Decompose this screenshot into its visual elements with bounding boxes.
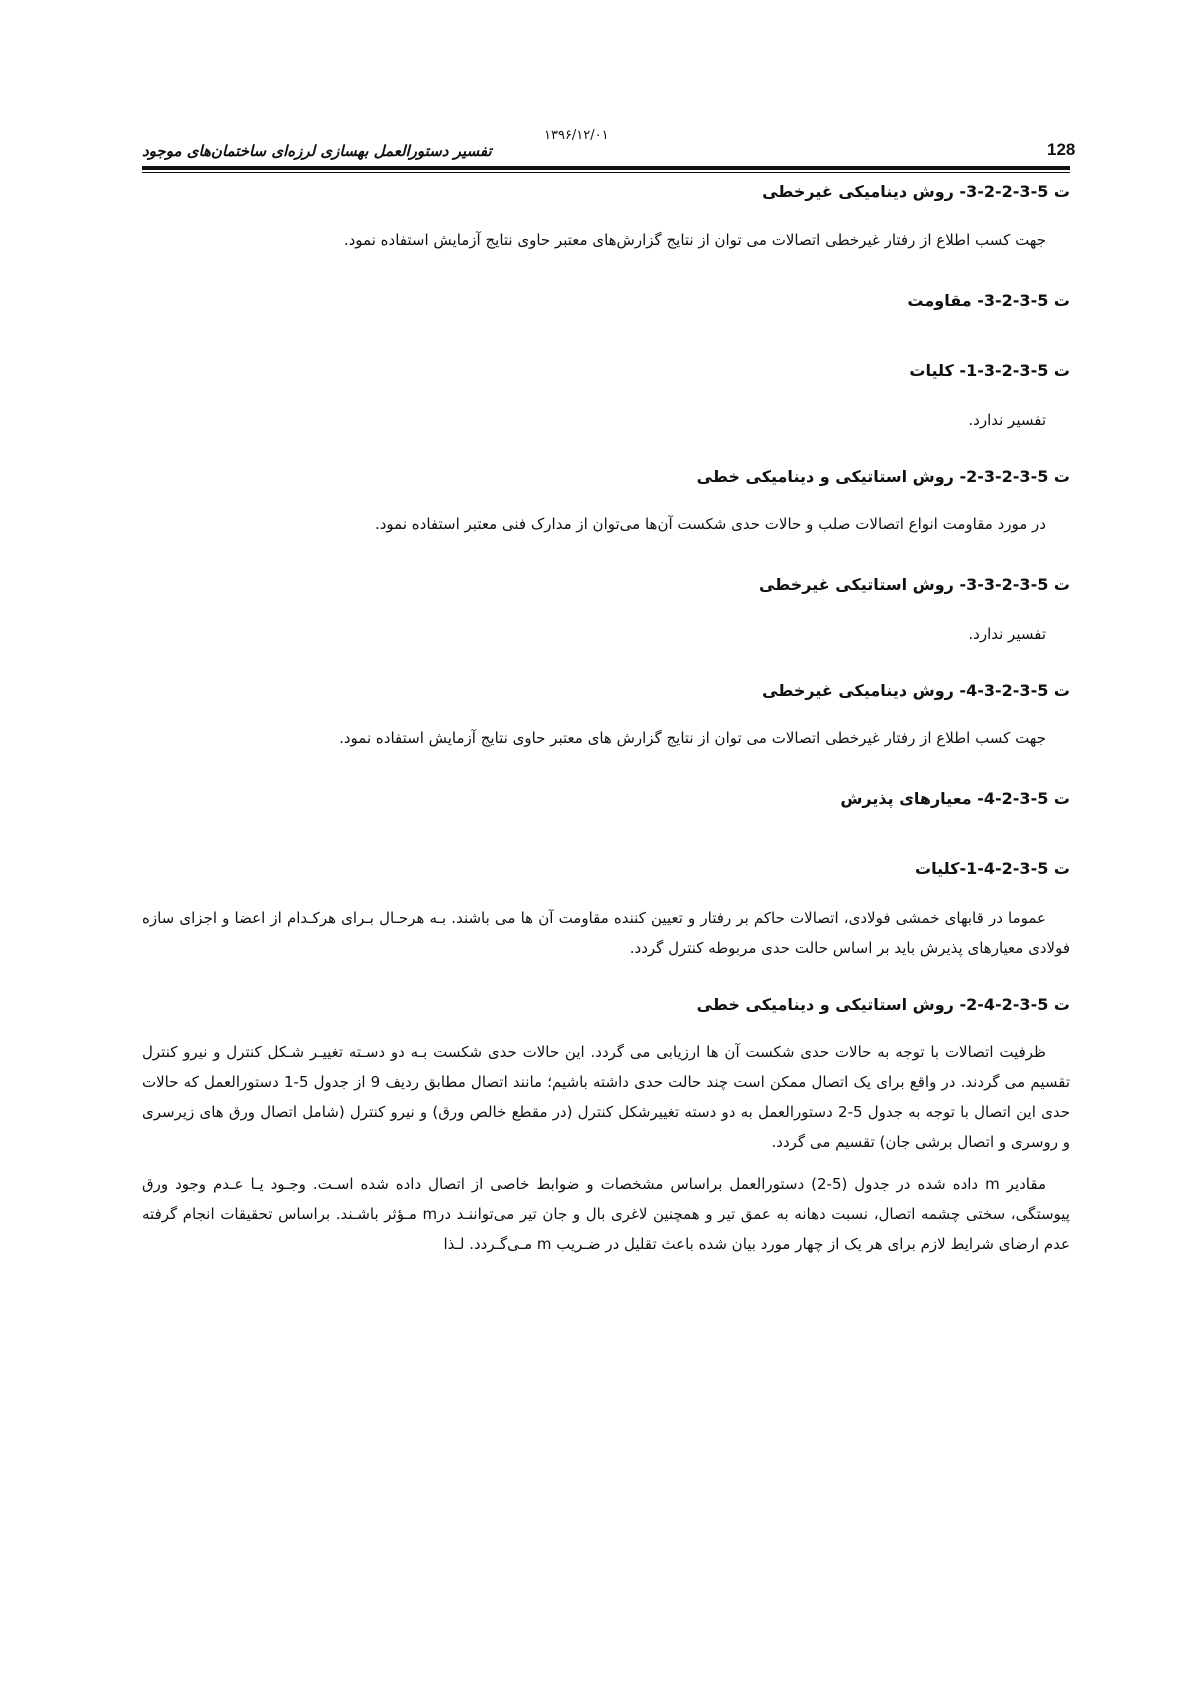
section-heading: ت 5-3-2-4- معیارهای پذیرش [840,789,1070,808]
running-title: تفسیر دستورالعمل بهسازی لرزه‌ای ساختمان‌های موجود [142,142,492,160]
header-date: ۱۳۹۶/۱۲/۰۱ [544,128,609,143]
header-rule-thin [142,172,1070,173]
page-body [142,178,1070,1259]
section-heading: ت 5-3-2-4-2- روش استاتیکی و دینامیکی خطی [696,995,1070,1014]
paragraph: تفسیر ندارد. [968,411,1046,429]
paragraph: جهت کسب اطلاع از رفتار غیرخطی اتصالات می توان از نتایج گزارش‌های معتبر حاوی نتایج آزمایش استفاده نمود. [343,231,1046,249]
section-heading: ت 5-3-2-2-3- روش دینامیکی غیرخطی [762,182,1070,201]
section-heading: ت 5-3-2-4-1-کلیات [914,859,1070,878]
header-rule [142,166,1070,170]
section-heading: ت 5-3-2-3-1- کلیات [909,361,1070,380]
paragraph: جهت کسب اطلاع از رفتار غیرخطی اتصالات می توان از نتایج گزارش های معتبر حاوی نتایج آزمایش استفاده نمود. [339,729,1046,747]
page-number: 128 [1047,140,1076,159]
paragraph: عموما در قابهای خمشی فولادی، اتصالات حاکم بر رفتار و تعیین کننده مقاومت آن ها می باشند. بـه هرحـال بـرای هرکـدام از اعضا و اجزای سازه فولادی معیارهای پذیرش باید بر اساس حالت حدی مربوطه کنترل گردد. [142,909,1070,957]
paragraph: در مورد مقاومت انواع اتصالات صلب و حالات حدی شکست آن‌ها می‌توان از مدارک فنی معتبر استفاده نمود. [374,515,1046,533]
paragraph: تفسیر ندارد. [968,625,1046,643]
section-heading: ت 5-3-2-3-4- روش دینامیکی غیرخطی [762,681,1070,700]
paragraph: ظرفیت اتصالات با توجه به حالات حدی شکست آن ها ارزیابی می گردد. این حالات حدی شکست بـه دو دسـته تغییـر شـکل کنترل و نیرو کنترل تقسیم می گردند. در واقع برای یک اتصال ممکن است چند حالت حدی داشته باشیم؛ مانند اتصال مطابق ردیف 9 از جدول 5-1 دستورالعمل که حالات حدی این اتصال با توجه به جدول 5-2 دستورالعمل به دو دسته تغییرشکل کنترل (در مقطع خالص ورق) و نیرو کنترل (شامل اتصال ورق های زیرسری و روسری و اتصال برشی جان) تقسیم می گردد. [142,1043,1070,1151]
section-heading: ت 5-3-2-3- مقاومت [907,291,1070,310]
section-heading: ت 5-3-2-3-3- روش استاتیکی غیرخطی [758,575,1070,594]
section-heading: ت 5-3-2-3-2- روش استاتیکی و دینامیکی خطی [696,467,1070,486]
paragraph: مقادیر m داده شده در جدول (5-2) دستورالعمل براساس مشخصات و ضوابط خاصی از اتصال داده شده اسـت. وجـود یـا عـدم وجود ورق پیوستگی، سختی چشمه اتصال، نسبت دهانه به عمق تیر و همچنین لاغری بال و جان تیر می‌تواننـد درm مـؤثر باشـند. براساس تحقیقات انجام گرفته عدم ارضای شرایط لازم برای هر یک از چهار مورد بیان شده باعث تقلیل در ضـریب m مـی‌گـردد. لـذا [142,1175,1070,1253]
page-header [142,128,1076,168]
